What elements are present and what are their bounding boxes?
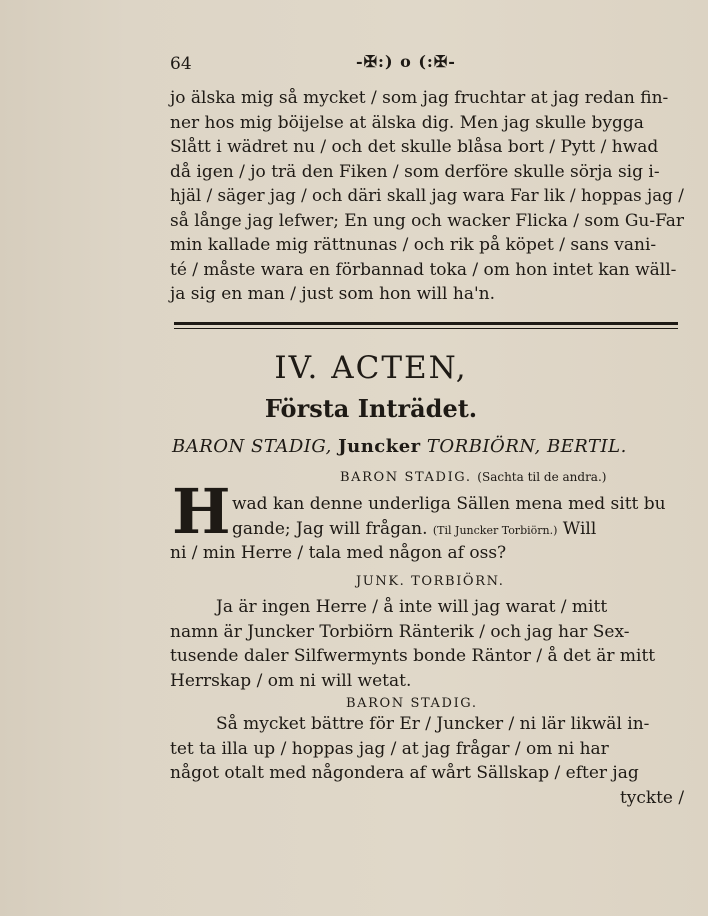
speaker-name <box>340 470 606 485</box>
cast-juncker: Juncker <box>338 436 421 457</box>
text-line: wad kan denne underliga Sällen mena med sitt bu <box>232 494 666 514</box>
text-line: Så mycket bättre för Er / Juncker / ni lär likwäl in- <box>216 714 650 734</box>
text-line: Herrskap / om ni will wetat. <box>170 670 412 691</box>
text-line: då igen / jo trä den Fiken / som derföre skulle sörja sig i- <box>170 161 660 182</box>
divider-rule-thick <box>174 322 678 325</box>
text-line: ni / min Herre / tala med någon af oss? <box>170 543 507 563</box>
cast-baron: BARON STADIG, <box>172 436 332 457</box>
speaker-name: BARON STADIG. <box>346 696 478 711</box>
cast-bertil: BERTIL. <box>546 436 627 457</box>
page-number: 64 <box>170 54 192 74</box>
text-line: jo älska mig så mycket / som jag fruchtar at jag redan fin- <box>170 88 669 108</box>
stage-direction: (Sachta til de andra.) <box>477 470 607 484</box>
text-line: ja sig en man / just som hon will ha'n. <box>170 284 495 304</box>
text-line: namn är Juncker Torbiörn Ränterik / och jag har Sex- <box>170 621 630 642</box>
speech-fragment: gande; Jag will frågan. <box>232 518 428 539</box>
text-line: min kallade mig rättnunas / och rik på köpet / sans vani- <box>170 235 657 255</box>
text-line: så långe jag lefwer; En ung och wacker Flicka / som Gu-Far <box>170 210 684 231</box>
text-line: tyckte / <box>620 787 685 808</box>
text-line: något otalt med någondera af wårt Sällskap / efter jag <box>170 763 639 783</box>
text-line: ner hos mig böijelse at älska dig. Men jag skulle bygga <box>170 112 644 133</box>
act-title: IV. ACTEN, <box>274 350 468 386</box>
text-line: hjäl / säger jag / och däri skall jag wara Far lik / hoppas jag / <box>170 186 684 206</box>
header-ornament: -✠:) o (:✠- <box>356 52 456 71</box>
page-header <box>170 54 680 76</box>
scene-title: Första Inträdet. <box>264 394 478 423</box>
text-line: Ja är ingen Herre / å inte will jag warat / mitt <box>216 597 608 617</box>
text-line <box>232 517 596 544</box>
speaker-junk: JUNK. <box>356 574 406 589</box>
text-line: Slått i wädret nu / och det skulle blåsa bort / Pytt / hwad <box>170 137 659 157</box>
text-line: té / måste wara en förbannad toka / om hon intet kan wäll- <box>170 259 677 280</box>
speaker-name <box>356 574 504 589</box>
stage-direction: (Til Juncker Torbiörn.) <box>432 523 558 537</box>
speech-fragment: Will <box>562 518 597 539</box>
cast-torbiorn: TORBIÖRN, <box>426 436 541 457</box>
text-line: tet ta illa up / hoppas jag / at jag frågar / om ni har <box>170 738 609 759</box>
divider-rule-thin <box>174 328 678 329</box>
text-line: tusende daler Silfwermynts bonde Räntor / å det är mitt <box>170 646 656 666</box>
speaker-torbiorn: TORBIÖRN. <box>411 574 505 589</box>
drop-cap: H <box>172 475 231 548</box>
speaker-baron: BARON STADIG. <box>340 470 472 485</box>
cast-list <box>172 436 627 457</box>
